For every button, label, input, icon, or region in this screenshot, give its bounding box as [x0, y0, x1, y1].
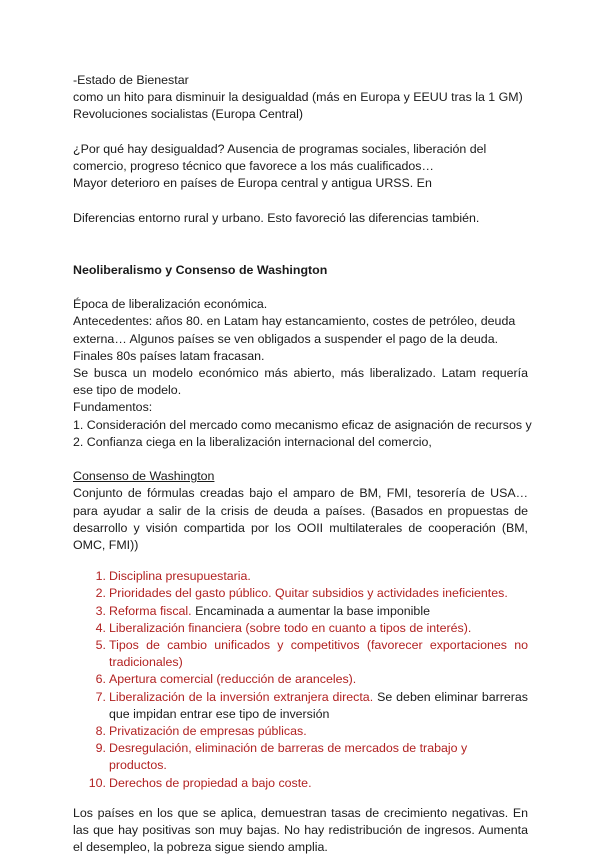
list-item: 2. Prioridades del gasto público. Quitar subsidios y actividades ineficientes. [95, 586, 508, 601]
text-line: -Estado de Bienestar [73, 73, 189, 87]
section-estado-bienestar [73, 72, 528, 124]
text-line: Época de liberalización económica. [73, 297, 268, 312]
conclusion-paragraph: Los países en los que se aplica, demuestran tasas de crecimiento negativas. En las que hay positivas son muy bajas. No hay redistribución de ingresos. Aumenta el desempleo, la pobreza sigue siendo amplia. [73, 805, 528, 855]
section-consenso [73, 468, 528, 856]
list-item: 6. Apertura comercial (reducción de aranceles). [95, 672, 357, 687]
list-item: 4. Liberalización financiera (sobre todo en cuanto a tipos de interés). [95, 620, 472, 635]
text-line: Diferencias entorno rural y urbano. Esto favoreció las diferencias también. [73, 210, 480, 225]
list-item: 8. Privatización de empresas públicas. [95, 724, 307, 739]
list-item: 7. Liberalización de la inversión extranjera directa. Se deben eliminar barreras que impidan entrar ese tipo de inversión [95, 689, 528, 721]
text-line: Fundamentos: [73, 400, 153, 415]
list-item: 9. Desregulación, eliminación de barreras de mercados de trabajo y productos. [95, 741, 468, 773]
text-line: como un hito para disminuir la desigualdad (más en Europa y EEUU tras la 1 GM) [73, 90, 523, 105]
text-line: comercio, progreso técnico que favorece a los más cualificados… [73, 159, 434, 173]
text-line: Finales 80s países latam fracasan. [73, 348, 265, 363]
text-line: Revoluciones socialistas (Europa Central) [73, 107, 304, 122]
text-line: 2. Confianza ciega en la liberalización internacional del comercio, [73, 434, 432, 449]
text-line: ¿Por qué hay desigualdad? Ausencia de programas sociales, liberación del [73, 141, 487, 156]
text-line: 1. Consideración del mercado como mecanismo eficaz de asignación de recursos y [73, 417, 532, 432]
list-item: 10. Derechos de propiedad a bajo coste. [88, 775, 312, 790]
text-paragraph: Se busca un modelo económico más abierto, más liberalizado. Latam requería ese tipo de modelo. [73, 366, 528, 398]
text-line: externa… Algunos países se ven obligados a suspender el pago de la deuda. [73, 331, 499, 346]
list-item: 5. Tipos de cambio unificados y competitivos (favorecer exportaciones no tradicionales) [95, 638, 528, 670]
list-item: 1. Disciplina presupuestaria. [95, 569, 251, 584]
text-line: Mayor deterioro en países de Europa central y antigua URSS. En [73, 176, 432, 191]
subsection-title: Consenso de Washington [73, 469, 215, 484]
list-item: 3. Reforma fiscal. Encaminada a aumentar la base imponible [95, 603, 430, 618]
section-heading: Neoliberalismo y Consenso de Washington [73, 262, 328, 277]
measures-list [73, 568, 528, 792]
document-page [73, 72, 532, 856]
section-desigualdad [73, 141, 528, 227]
text-paragraph: Conjunto de fórmulas creadas bajo el amparo de BM, FMI, tesorería de USA… para ayudar a salir de la crisis de deuda a países. (Basados en propuestas de desarrollo y visión compartida por los OOII multilaterales de cooperación (BM, OMC, FMI)) [73, 486, 528, 553]
section-neoliberalismo [73, 296, 532, 451]
text-line: Antecedentes: años 80. en Latam hay estancamiento, costes de petróleo, deuda [73, 314, 516, 329]
